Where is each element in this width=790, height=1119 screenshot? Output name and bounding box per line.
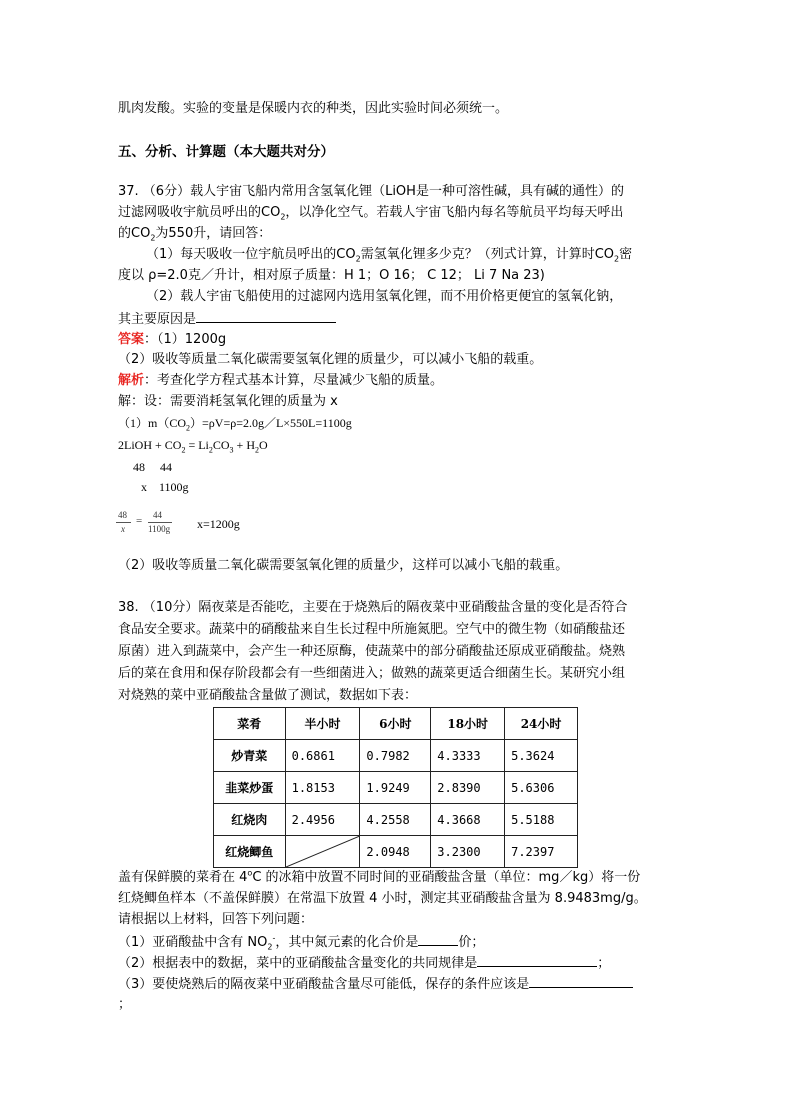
table-row	[214, 740, 578, 772]
table-cell: 4.3333	[431, 740, 505, 772]
solve-line: 解：设：需要消耗氢氧化锂的质量为 x	[118, 394, 338, 409]
empty-slash-cell	[285, 836, 360, 868]
q38-question2: （2）根据表中的数据，菜中的亚硝酸盐含量变化的共同规律是 ；	[118, 953, 610, 973]
table-cell: 7.2397	[505, 836, 578, 868]
header-dish: 菜肴	[214, 708, 286, 740]
section-heading: 五、分析、计算题（本大题共对分）	[118, 144, 334, 160]
table-row	[214, 836, 578, 868]
frac-result: x=1200g	[197, 517, 240, 531]
equation-line: 2LiOH + $CO_2 = Li_2CO_3 + H_2O$	[118, 438, 268, 455]
q37-sub1-line2: 度以 ρ=2.0克／升计，相对原子质量：H 1；O 16； C 12； Li 7 Na 23)	[118, 268, 545, 283]
answer-blank[interactable]	[196, 309, 336, 323]
diagonal-slash-icon	[286, 836, 360, 867]
q38-question1: （1）亚硝酸盐中含有 $NO_2^-$，其中氮元素的化合价是 价；	[118, 933, 485, 952]
frac-left-num: 48	[118, 510, 127, 520]
table-cell: 2.0948	[360, 836, 431, 868]
nitrite-table	[213, 707, 578, 868]
q38-after-line1: 盖有保鲜膜的菜肴在 4$^o$C 的冰箱中放置不同时间的亚硝酸盐含量（单位：mg／kg）将一份	[118, 868, 641, 885]
table-cell: 1.9249	[360, 772, 431, 804]
table-cell: 0.7982	[360, 740, 431, 772]
q38-para-line4: 后的菜在食用和保存阶段都会有一些细菌进入；做熟的蔬菜更适合细菌生长。某研究小组	[118, 666, 626, 681]
answer-line1: 答案：（1）1200g	[118, 332, 227, 347]
table-cell: 5.5188	[505, 804, 578, 836]
row-dish-name: 韭菜炒蛋	[214, 772, 286, 804]
q37-sub2-line1: （2）载人宇宙飞船使用的过滤网内选用氢氧化锂，而不用价格更便宜的氢氧化钠，	[146, 289, 623, 304]
storage-blank[interactable]	[529, 974, 633, 988]
mass-row1: 48 44	[133, 460, 172, 474]
table-cell: 4.3668	[431, 804, 505, 836]
answer-line2: （2）吸收等质量二氧化碳需要氢氧化锂的质量少，可以减小飞船的载重。	[118, 352, 543, 367]
header-half-hour: 半小时	[285, 708, 360, 740]
table-header-row	[214, 708, 578, 740]
header-24h: 24小时	[505, 708, 578, 740]
q38-para-line5: 对烧熟的菜中亚硝酸盐含量做了测试，数据如下表：	[118, 688, 418, 703]
q38-question3-end: ；	[118, 997, 132, 1012]
analysis-label: 解析	[118, 373, 145, 388]
analysis-line: 解析：考查化学方程式基本计算，尽量减少飞船的质量。	[118, 373, 444, 388]
row-dish-name: 红烧鲫鱼	[214, 836, 286, 868]
table-cell: 0.6861	[285, 740, 360, 772]
table-cell: 4.2558	[360, 804, 431, 836]
table-cell: 5.6306	[505, 772, 578, 804]
mass-row2: x 1100g	[141, 480, 189, 494]
frac-right-num: 44	[153, 510, 162, 520]
table-cell: 5.3624	[505, 740, 578, 772]
q37-sub2-line2: 其主要原因是	[118, 309, 336, 329]
q37-line2: 过滤网吸收宇航员呼出的$CO_2$，以净化空气。若载人宇宙飞船内每名等航员平均每天呼出	[118, 205, 624, 222]
frac-right-den: 1100g	[148, 524, 171, 534]
frac-left-den: x	[121, 524, 125, 534]
q38-para-line1: 38. （10分）隔夜菜是否能吃，主要在于烧熟后的隔夜菜中亚硝酸盐含量的变化是否符合	[118, 600, 628, 615]
table-cell: 2.4956	[285, 804, 360, 836]
final-line: （2）吸收等质量二氧化碳需要氢氧化锂的质量少，这样可以减小飞船的载重。	[118, 558, 569, 573]
valence-blank[interactable]	[418, 932, 458, 946]
table-row	[214, 772, 578, 804]
table-row	[214, 804, 578, 836]
row-dish-name: 炒青菜	[214, 740, 286, 772]
header-18h: 18小时	[431, 708, 505, 740]
calc-line: $(1)m(CO_2)=\rho V=\rho=2.0g/L\times 550L=1100g$	[118, 416, 352, 433]
intro-line: 肌肉发酸。实验的变量是保暖内衣的种类，因此实验时间必须统一。	[118, 101, 509, 116]
answer-label: 答案	[118, 332, 145, 347]
q38-para-line3: 原菌）进入到蔬菜中，会产生一种还原酶，使蔬菜中的部分硝酸盐还原成亚硝酸盐。烧熟	[118, 644, 626, 659]
q38-after-line3: 请根据以上材料，回答下列问题：	[118, 912, 314, 927]
q38-after-line2: 红烧鲫鱼样本（不盖保鲜膜）在常温下放置 4 小时，测定其亚硝酸盐含量为 8.9483mg/g。	[118, 891, 647, 906]
table-cell: 2.8390	[431, 772, 505, 804]
pattern-blank[interactable]	[477, 953, 597, 967]
q38-question3: （3）要使烧熟后的隔夜菜中亚硝酸盐含量尽可能低，保存的条件应该是	[118, 974, 633, 994]
table-cell: 3.2300	[431, 836, 505, 868]
header-6h: 6小时	[360, 708, 431, 740]
q37-sub1: （1）每天吸收一位宇航员呼出的$CO_2$需氢氧化锂多少克？（列式计算，计算时$CO_2$密	[146, 247, 633, 264]
q38-para-line2: 食品安全要求。蔬菜中的硝酸盐来自生长过程中所施氮肥。空气中的微生物（如硝酸盐还	[118, 622, 626, 637]
q37-line1: 37. （6分）载人宇宙飞船内常用含氢氧化锂（LiOH是一种可溶性碱，具有碱的通性）的	[118, 184, 624, 199]
row-dish-name: 红烧肉	[214, 804, 286, 836]
q37-line3: 的$CO_2$为550升，请回答：	[118, 226, 272, 243]
table-cell: 1.8153	[285, 772, 360, 804]
